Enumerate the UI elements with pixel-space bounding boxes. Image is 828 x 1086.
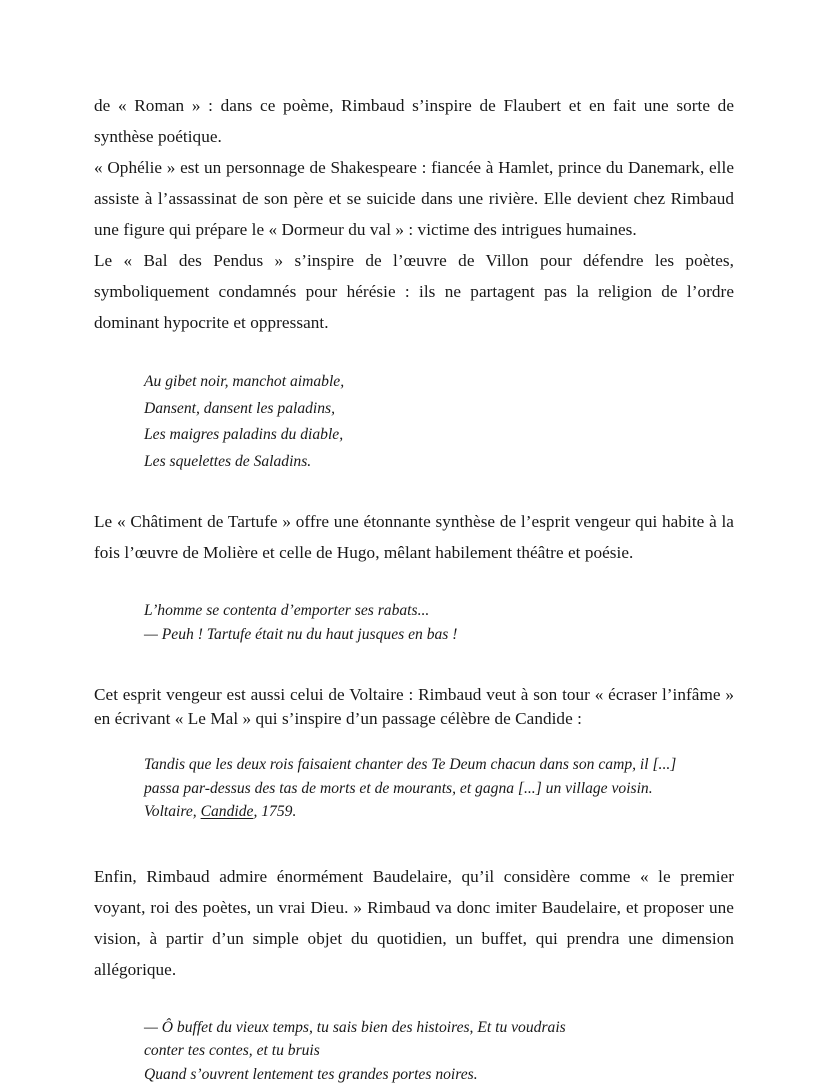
quote-line: — Ô buffet du vieux temps, tu sais bien des histoires, Et tu voudrais (144, 1016, 734, 1040)
document-body (94, 90, 734, 1086)
quote-line: Les squelettes de Saladins. (144, 449, 734, 476)
spacer (94, 731, 734, 753)
spacer (94, 646, 734, 683)
spacer (94, 338, 734, 369)
quote-chatiment-de-tartufe (94, 599, 734, 646)
spacer (94, 824, 734, 861)
quote-line: conter tes contes, et tu bruis (144, 1039, 734, 1063)
paragraph-baudelaire: Enfin, Rimbaud admire énormément Baudelaire, qu’il considère comme « le premier voyant, roi des poètes, un vrai Dieu. » Rimbaud va donc imiter Baudelaire, et proposer une vision, à partir d’un simple objet du quotidien, un buffet, qui prendra une dimension allégorique. (94, 861, 734, 985)
paragraph-le-mal-voltaire: Cet esprit vengeur est aussi celui de Voltaire : Rimbaud veut à son tour « écraser l’infâme » en écrivant « Le Mal » qui s’inspire d’un passage célèbre de Candide : (94, 683, 734, 731)
paragraph-bal-des-pendus: Le « Bal des Pendus » s’inspire de l’œuvre de Villon pour défendre les poètes, symboliquement condamnés pour hérésie : ils ne partagent pas la religion de l’ordre dominant hypocrite et oppressant. (94, 245, 734, 338)
quote-line: Quand s’ouvrent lentement tes grandes portes noires. (144, 1063, 734, 1086)
quote-candide (94, 753, 734, 824)
citation-work-title: Candide (201, 803, 254, 820)
citation-year: , 1759. (253, 803, 296, 820)
paragraph-chatiment-de-tartufe: Le « Châtiment de Tartufe » offre une étonnante synthèse de l’esprit vengeur qui habite à la fois l’œuvre de Molière et celle de Hugo, mêlant habilement théâtre et poésie. (94, 506, 734, 568)
citation-author: Voltaire, (144, 803, 201, 820)
quote-line: Tandis que les deux rois faisaient chanter des Te Deum chacun dans son camp, il [...] (144, 753, 734, 777)
spacer (94, 985, 734, 1016)
quote-line: — Peuh ! Tartufe était nu du haut jusques en bas ! (144, 623, 734, 647)
quote-line: Dansent, dansent les paladins, (144, 396, 734, 423)
quote-line: passa par-dessus des tas de morts et de mourants, et gagna [...] un village voisin. (144, 777, 734, 801)
quote-buffet (94, 1016, 734, 1086)
spacer (94, 568, 734, 599)
quote-citation (144, 800, 734, 824)
spacer (94, 475, 734, 506)
paragraph-ophelie: « Ophélie » est un personnage de Shakespeare : fiancée à Hamlet, prince du Danemark, elle assiste à l’assassinat de son père et se suicide dans une rivière. Elle devient chez Rimbaud une figure qui prépare le « Dormeur du val » : victime des intrigues humaines. (94, 152, 734, 245)
quote-line: L’homme se contenta d’emporter ses rabats... (144, 599, 734, 623)
quote-line: Au gibet noir, manchot aimable, (144, 369, 734, 396)
paragraph-roman: de « Roman » : dans ce poème, Rimbaud s’inspire de Flaubert et en fait une sorte de synthèse poétique. (94, 90, 734, 152)
quote-line: Les maigres paladins du diable, (144, 422, 734, 449)
quote-bal-des-pendus (94, 369, 734, 475)
